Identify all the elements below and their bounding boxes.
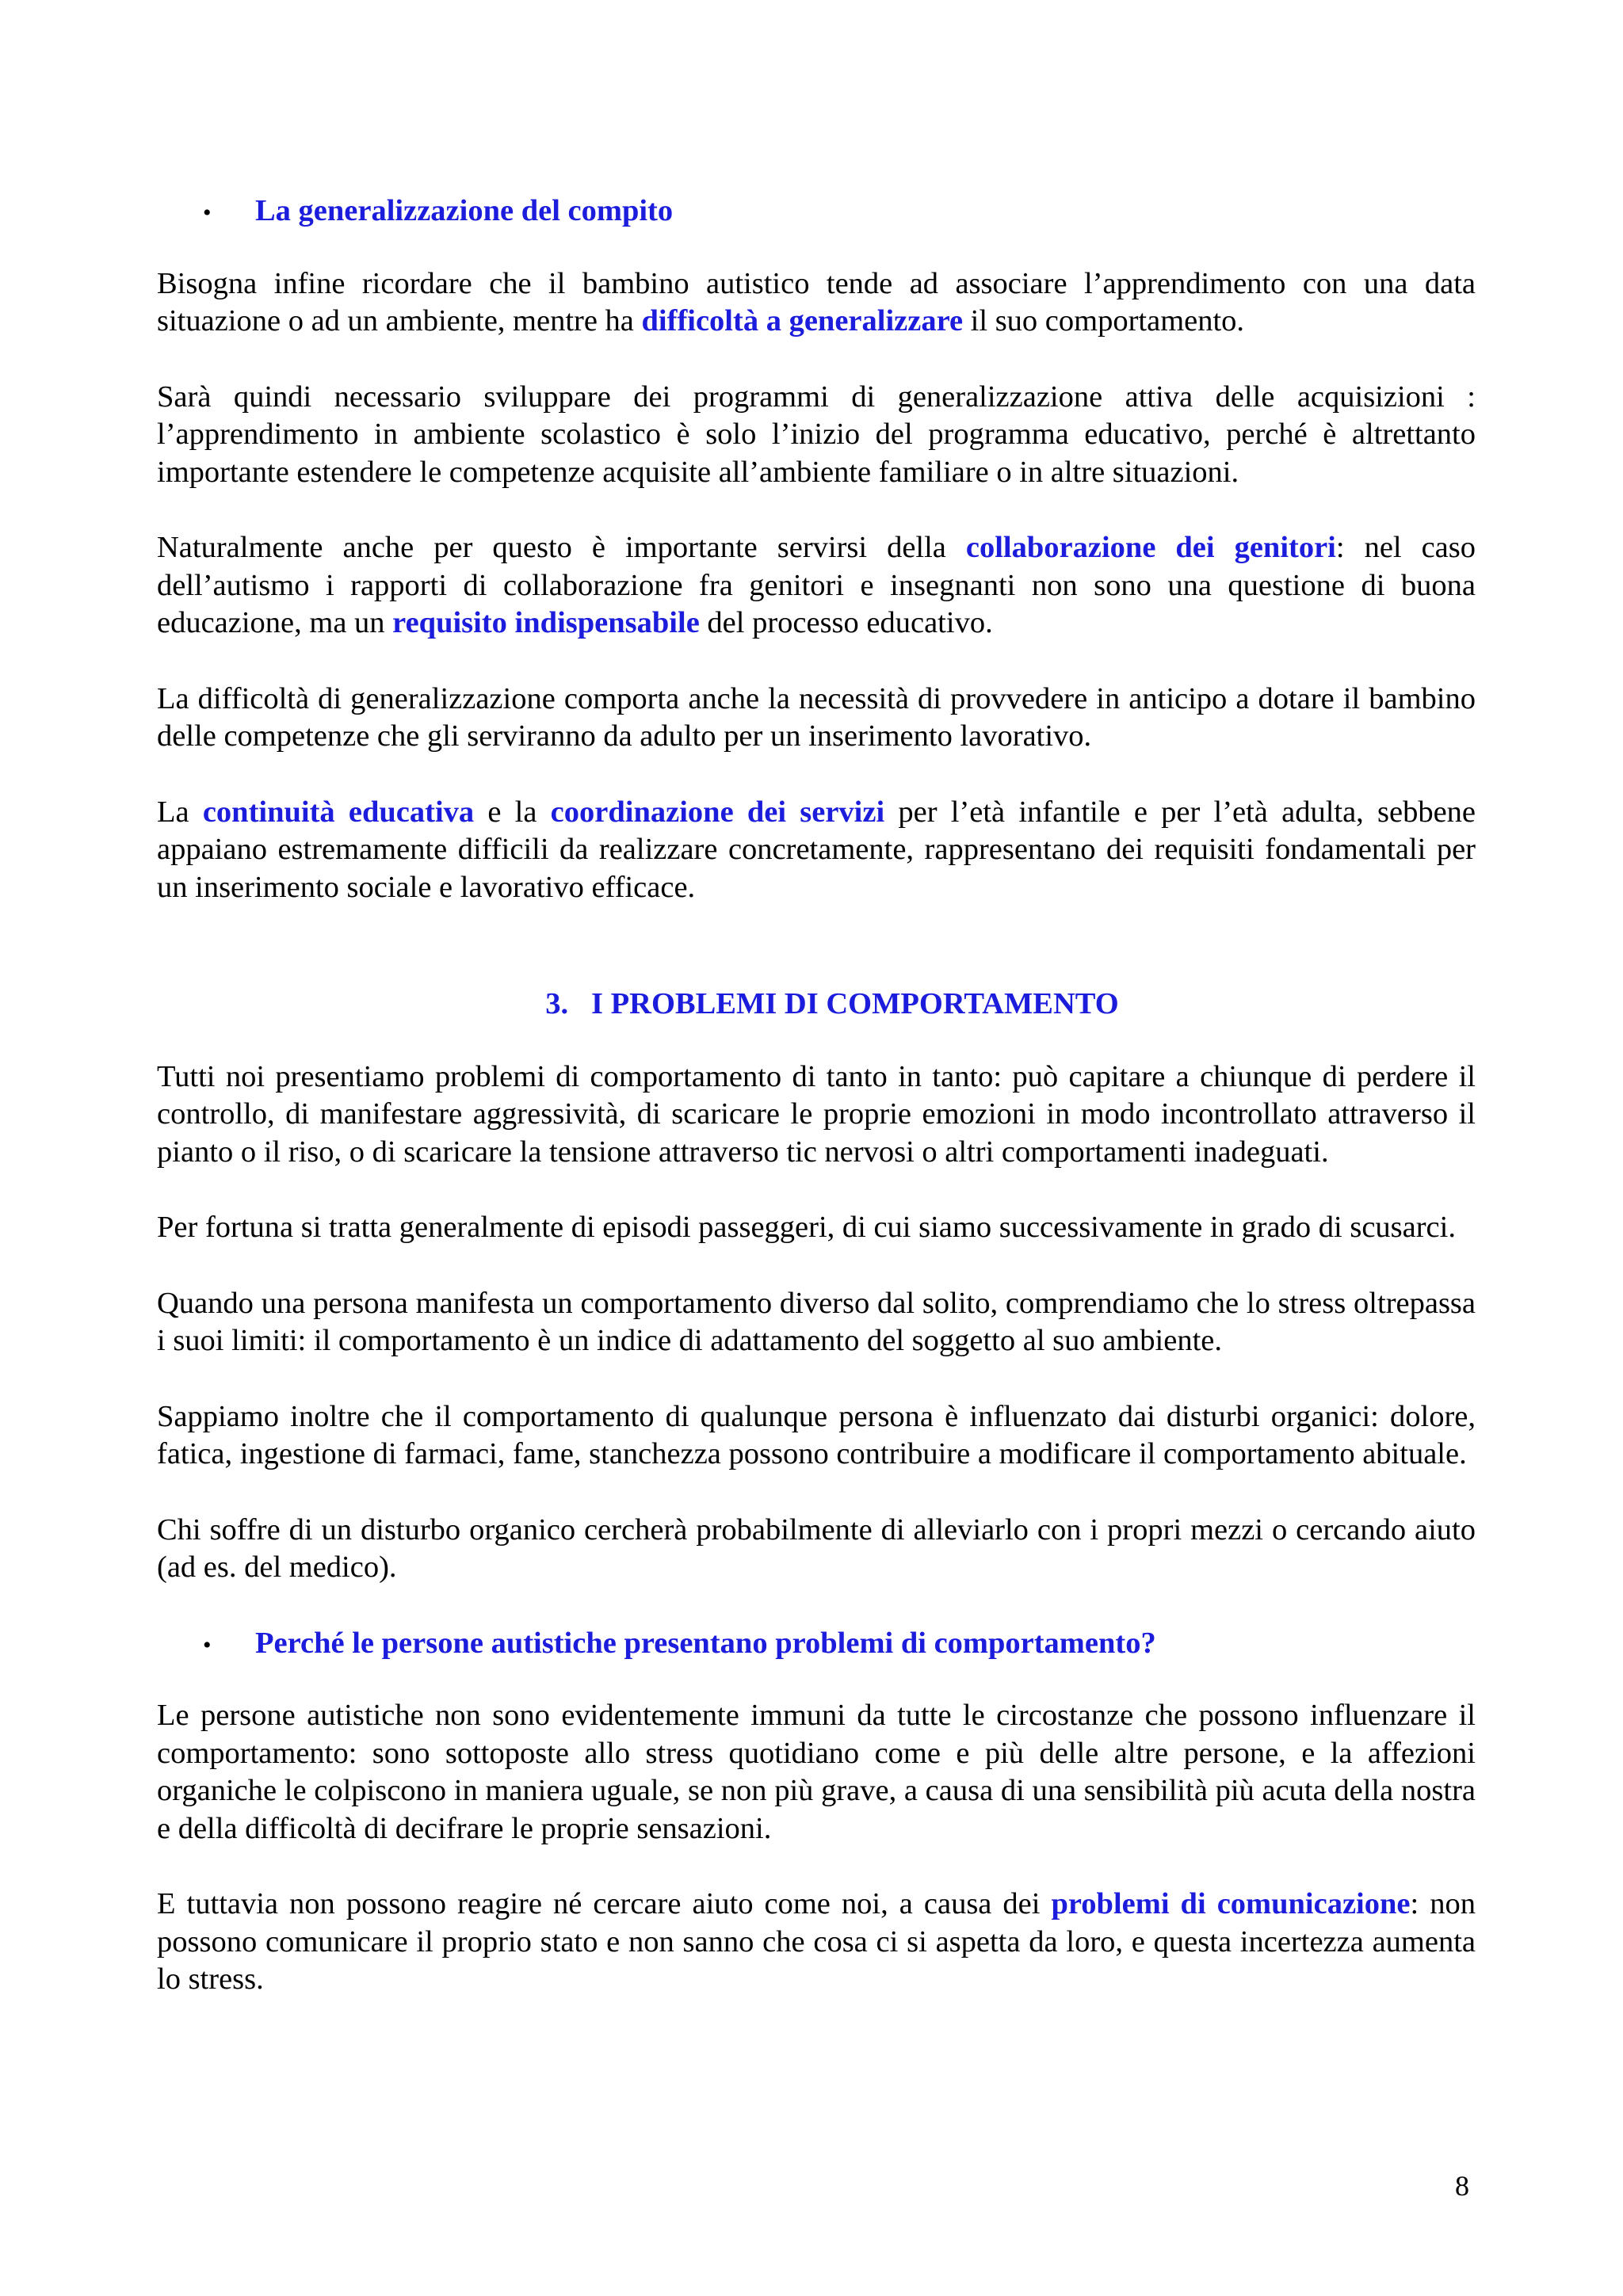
paragraph (157, 794, 1476, 907)
paragraph: Tutti noi presentiamo problemi di comportamento di tanto in tanto: può capitare a chiunque di perdere il controllo, di manifestare aggressività, di scaricare le proprie emozioni in modo incontrollato attraverso il pianto o il riso, o di scaricare la tensione attraverso tic nervosi o altri comportamenti inadeguati. (157, 1059, 1476, 1169)
subheading-text: Perché le persone autistiche presentano problemi di comportamento? (255, 1626, 1156, 1660)
highlighted-term: collaborazione dei genitori (965, 531, 1336, 564)
highlighted-term: problemi di comunicazione (1051, 1887, 1411, 1920)
bullet-icon: • (203, 1631, 212, 1658)
text-run: : nel caso dell’autismo i rapporti di collaborazione fra genitori e insegnanti non sono una questione di buona educazione, ma un (157, 531, 1476, 639)
section-title: 3. I PROBLEMI DI COMPORTAMENTO (545, 987, 1119, 1020)
text-run: il suo comportamento. (963, 304, 1245, 338)
text-run: Naturalmente anche per questo è importante servirsi della (157, 531, 966, 564)
bullet-icon: • (203, 200, 212, 226)
text-run: per l’età infantile e per l’età adulta, sebbene appaiano estremamente difficili da realizzare concretamente, rappresentano dei requisiti fondamentali per un inserimento sociale e lavorativo efficace. (157, 795, 1476, 904)
subheading-why-problems (157, 1625, 1476, 1665)
paragraph: Chi soffre di un disturbo organico cercherà probabilmente di alleviarlo con i propri mezzi o cercando aiuto (ad es. del medico). (157, 1512, 1476, 1584)
paragraph: Quando una persona manifesta un comportamento diverso dal solito, comprendiamo che lo stress oltrepassa i suoi limiti: il comportamento è un indice di adattamento del soggetto al suo ambiente. (157, 1286, 1476, 1357)
paragraph: Sarà quindi necessario sviluppare dei programmi di generalizzazione attiva delle acquisizioni : l’apprendimento in ambiente scolastico è solo l’inizio del programma educativo, perché è altrettanto importante estendere le competenze acquisite all’ambiente familiare o in altre situazioni. (157, 379, 1476, 489)
paragraph: La difficoltà di generalizzazione comporta anche la necessità di provvedere in anticipo a dotare il bambino delle competenze che gli serviranno da adulto per un inserimento lavorativo. (157, 681, 1476, 753)
paragraph: Sappiamo inoltre che il comportamento di qualunque persona è influenzato dai disturbi organici: dolore, fatica, ingestione di farmaci, fame, stanchezza possono contribuire a modificare il comportamento abituale. (157, 1399, 1476, 1470)
highlighted-term: requisito indispensabile (392, 606, 700, 639)
text-run: E tuttavia non possono reagire né cercare aiuto come noi, a causa dei (157, 1887, 1052, 1920)
highlighted-term: difficoltà a generalizzare (641, 304, 964, 338)
paragraph: Le persone autistiche non sono evidentemente immuni da tutte le circostanze che possono influenzare il comportamento: sono sottoposte allo stress quotidiano come e più delle altre persone, e la affezioni organiche le colpiscono in maniera uguale, se non più grave, a causa di una sensibilità più acuta della nostra e della difficoltà di decifrare le proprie sensazioni. (157, 1699, 1476, 1845)
page-number: 8 (1455, 2170, 1469, 2202)
paragraph (157, 1886, 1476, 1999)
highlighted-term: continuità educativa (202, 795, 475, 829)
text-run: e la (474, 795, 551, 829)
text-run: Bisogna infine ricordare che il bambino autistico tende ad associare l’apprendimento con una data situazione o ad un ambiente, mentre ha (157, 266, 1476, 338)
text-run: : non possono comunicare il proprio stato e non sanno che cosa ci si aspetta da loro, e questa incertezza aumenta lo stress. (157, 1887, 1476, 1996)
text-run: La (157, 795, 203, 829)
subheading-text: La generalizzazione del compito (255, 194, 674, 227)
paragraph (157, 529, 1476, 643)
page-body (157, 193, 1476, 2037)
subheading-generalization (157, 193, 1476, 232)
paragraph (157, 265, 1476, 341)
highlighted-term: coordinazione dei servizi (550, 795, 885, 829)
text-run: del processo educativo. (699, 606, 993, 639)
paragraph: Per fortuna si tratta generalmente di episodi passeggeri, di cui siamo successivamente in grado di scusarci. (157, 1211, 1456, 1244)
